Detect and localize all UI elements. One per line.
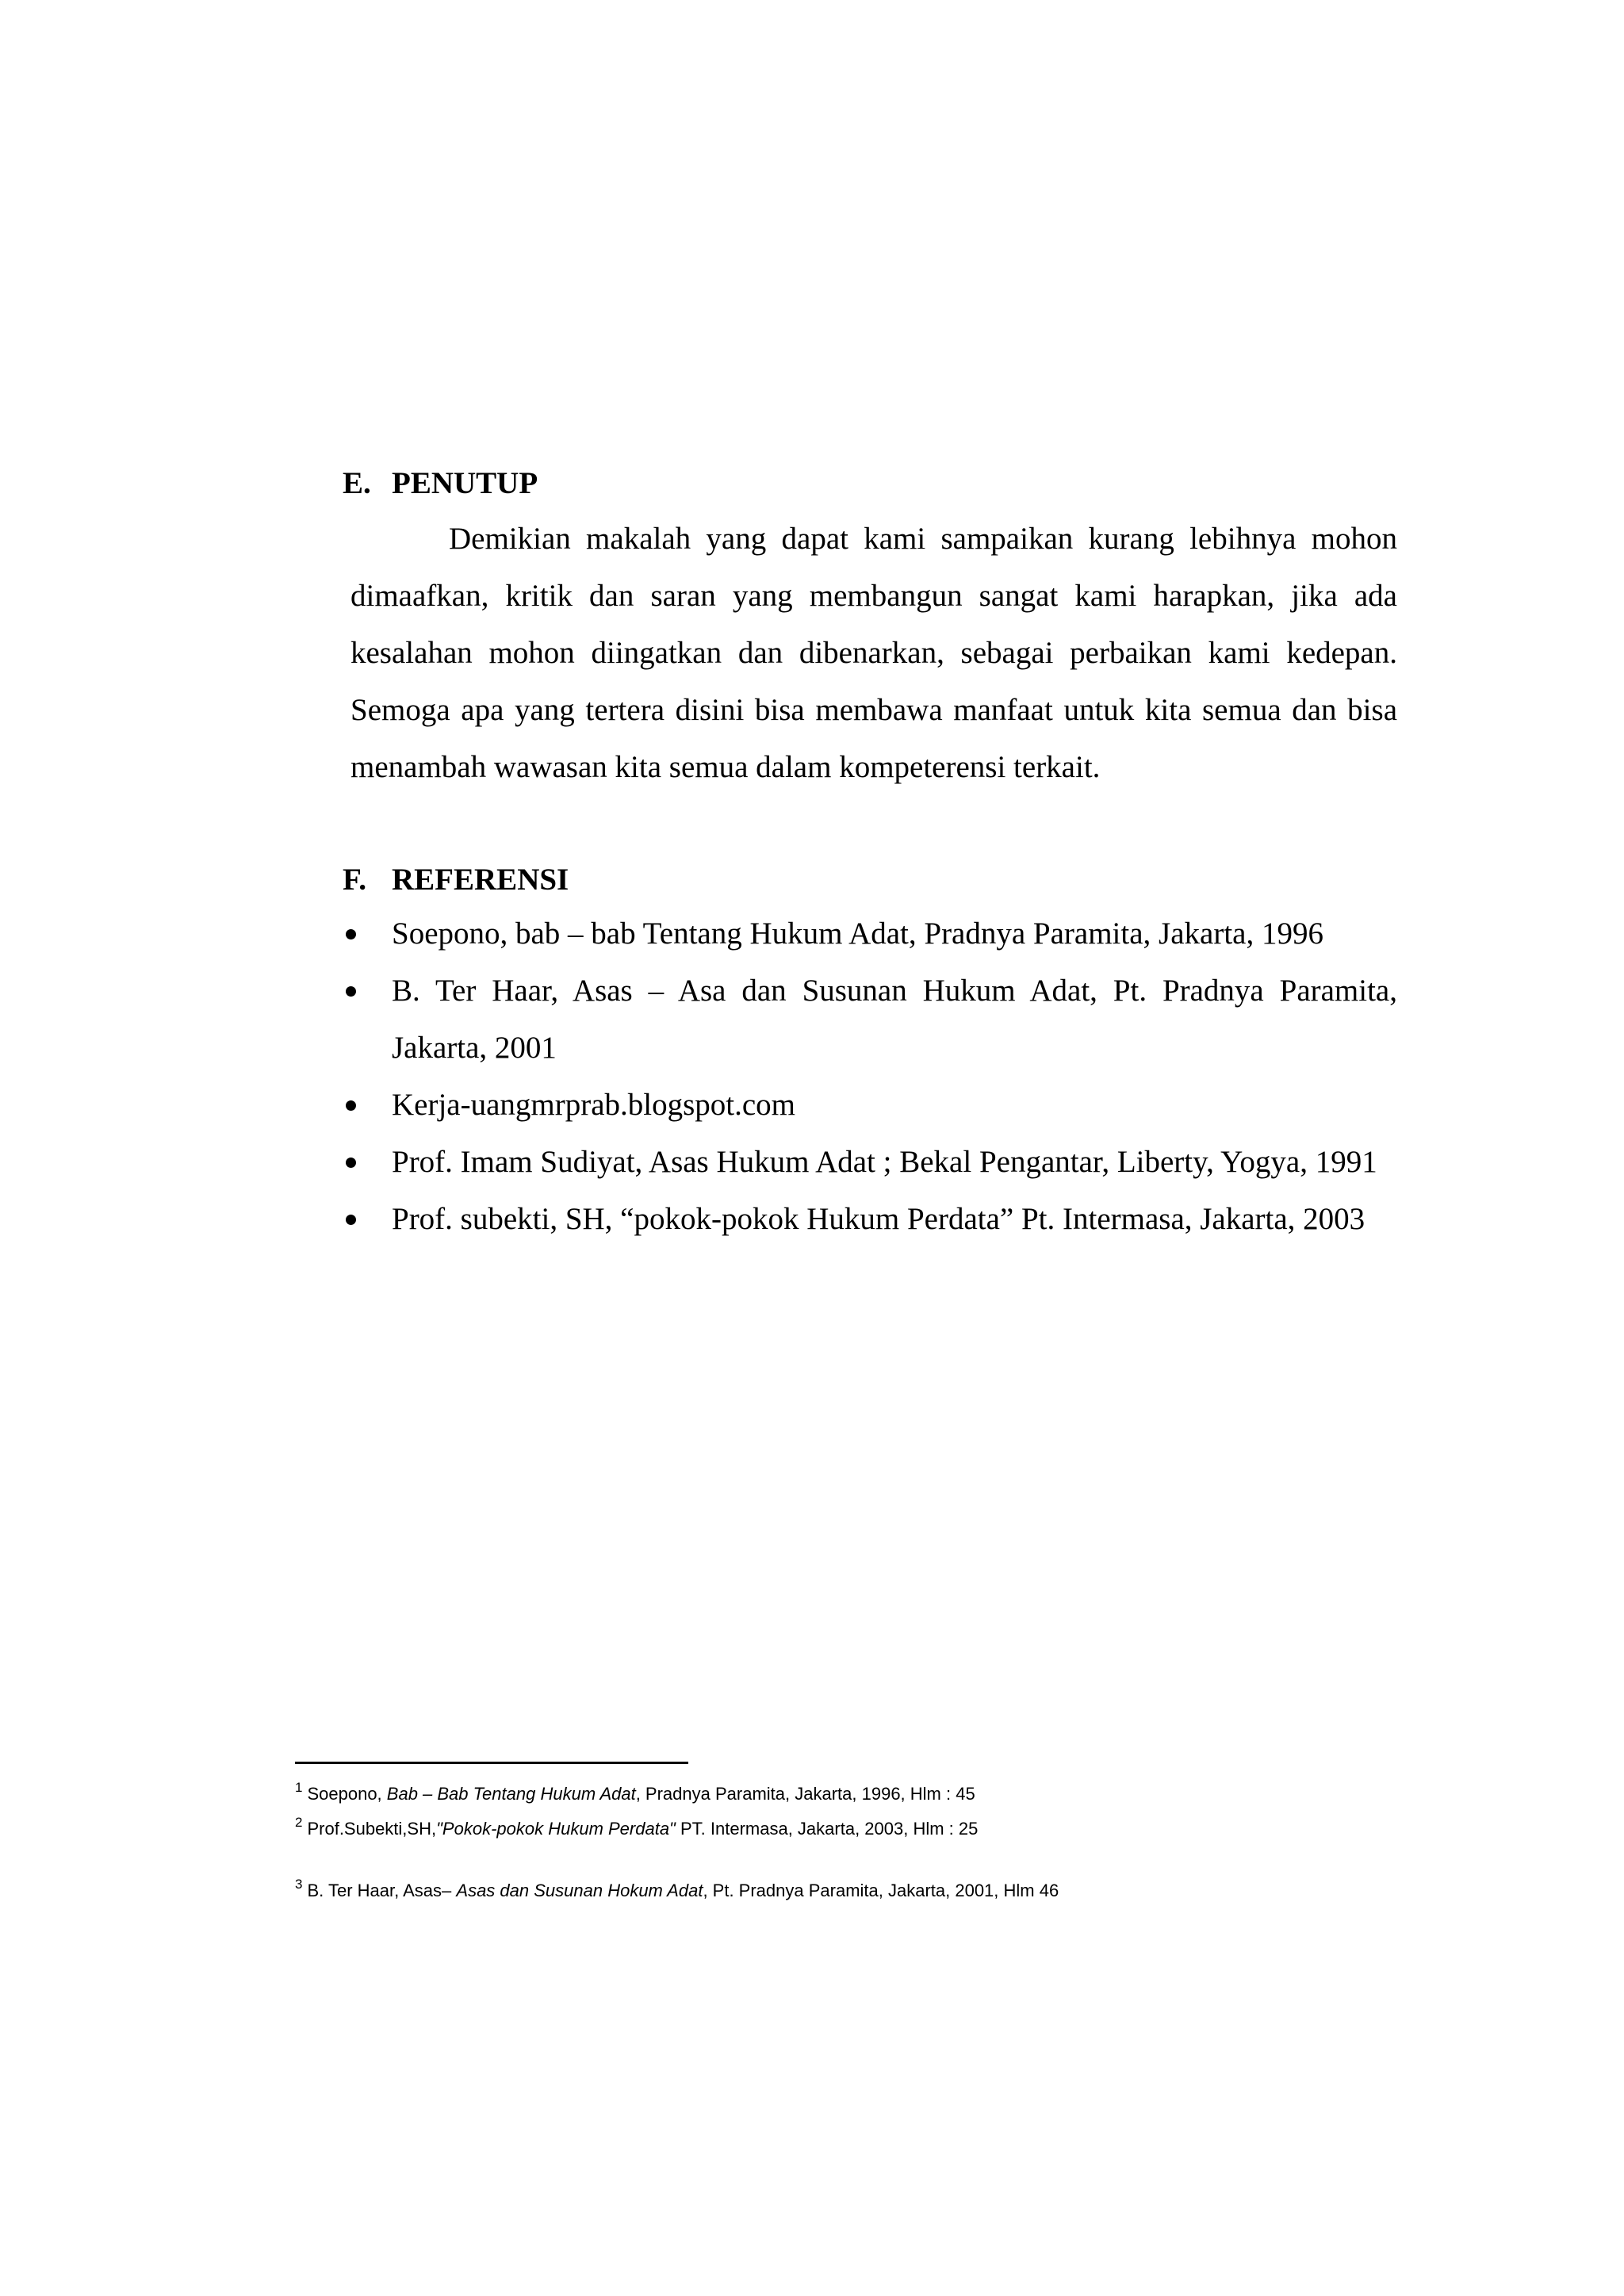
section-title: PENUTUP — [392, 466, 538, 500]
footnote-text: Soepono, — [307, 1784, 387, 1804]
reference-item — [343, 962, 1397, 1077]
footnote-2 — [295, 1811, 978, 1841]
bullet-icon — [343, 1191, 360, 1248]
footnote-text: Prof.Subekti,SH, — [307, 1819, 437, 1839]
reference-list — [343, 905, 1397, 1248]
section-number: F. — [343, 863, 366, 897]
reference-text: B. Ter Haar, Asas – Asa dan Susunan Hukum Adat, Pt. Pradnya Paramita, Jakarta, 2001 — [392, 974, 1397, 1065]
reference-item — [343, 1134, 1397, 1191]
bullet-icon — [343, 1134, 360, 1191]
reference-item — [343, 1077, 1397, 1134]
footnote-title: "Pokok-pokok Hukum Perdata" — [436, 1819, 676, 1839]
reference-text: Prof. subekti, SH, “pokok-pokok Hukum Perdata” Pt. Intermasa, Jakarta, 2003 — [392, 1202, 1365, 1236]
section-heading-penutup — [343, 465, 538, 503]
footnote-1 — [295, 1776, 975, 1806]
section-heading-referensi — [343, 861, 569, 899]
footnote-title: Asas dan Susunan Hokum Adat — [456, 1881, 703, 1900]
bullet-icon — [343, 962, 360, 1020]
footnote-3 — [295, 1873, 1059, 1903]
reference-item — [343, 905, 1397, 962]
footnote-text: B. Ter Haar, Asas– — [307, 1881, 457, 1900]
footnote-mark: 3 — [295, 1877, 303, 1892]
footnote-mark: 2 — [295, 1815, 303, 1830]
reference-text: Prof. Imam Sudiyat, Asas Hukum Adat ; Bekal Pengantar, Liberty, Yogya, 1991 — [392, 1145, 1377, 1179]
section-number: E. — [343, 466, 371, 500]
bullet-icon — [343, 1077, 360, 1134]
closing-paragraph: Demikian makalah yang dapat kami sampaikan kurang lebihnya mohon dimaafkan, kritik dan saran yang membangun sangat kami harapkan, jika ada kesalahan mohon diingatkan dan dibenarkan, sebagai perbaikan kami kedepan. Semoga apa yang tertera disini bisa membawa manfaat untuk kita semua dan bisa menambah wawasan kita semua dalam kompeterensi terkait. — [350, 522, 1397, 784]
section-title: REFERENSI — [392, 863, 569, 897]
reference-text: Soepono, bab – bab Tentang Hukum Adat, Pradnya Paramita, Jakarta, 1996 — [392, 916, 1323, 951]
footnote-text: , Pradnya Paramita, Jakarta, 1996, Hlm : 45 — [635, 1784, 975, 1804]
reference-text: Kerja-uangmrprab.blogspot.com — [392, 1088, 796, 1122]
footnote-separator — [295, 1762, 688, 1764]
footnote-title: Bab – Bab Tentang Hukum Adat — [386, 1784, 636, 1804]
footnote-text: , Pt. Pradnya Paramita, Jakarta, 2001, Hlm 46 — [703, 1881, 1059, 1900]
footnote-mark: 1 — [295, 1780, 303, 1795]
reference-item — [343, 1191, 1397, 1248]
bullet-icon — [343, 905, 360, 962]
footnote-text: PT. Intermasa, Jakarta, 2003, Hlm : 25 — [675, 1819, 979, 1839]
